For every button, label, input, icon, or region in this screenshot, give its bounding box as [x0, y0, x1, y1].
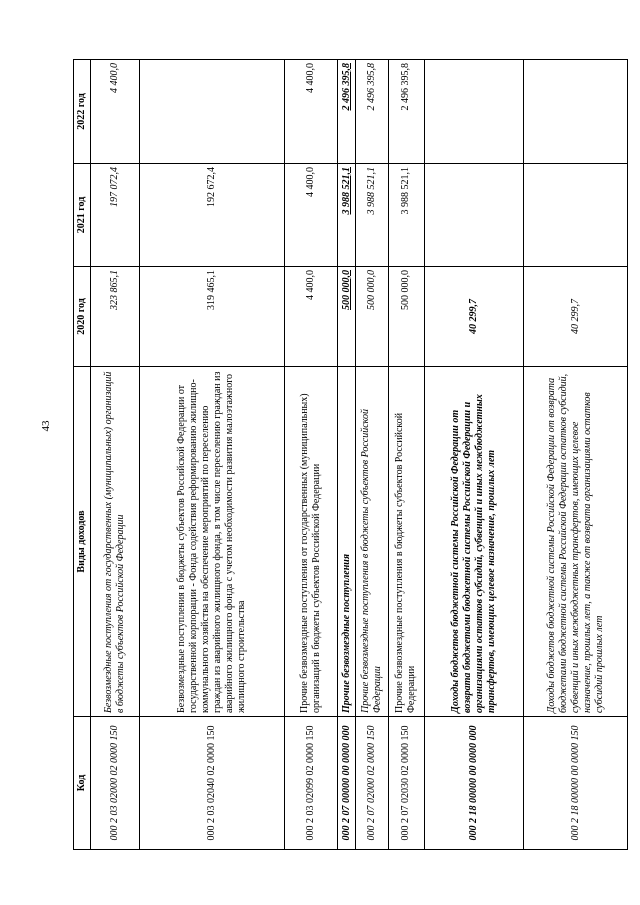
cell-2022 [139, 60, 285, 164]
cell-code: 000 2 07 02000 02 0000 150 [356, 717, 389, 850]
cell-2022: 4 400,0 [285, 60, 338, 164]
cell-2021: 4 400,0 [285, 164, 338, 267]
table-row [424, 60, 523, 850]
cell-2021: 3 988 521,1 [356, 164, 389, 267]
cell-2022 [524, 60, 628, 164]
cell-2020: 500 000,0 [338, 267, 356, 367]
cell-name: Безвозмездные поступления в бюджеты субъектов Российской Федерации от государственной корпорации - Фонда содействия реформированию жилищно-коммунального хозяйства на обеспечение мероприятий по переселению граждан из аварийного жилищного фонда, в том числе переселению граждан из аварийного жилищного фонда с учетом необходимости развития малоэтажного жилищного строительства [139, 367, 285, 717]
cell-2022: 2 496 395,8 [338, 60, 356, 164]
table-row [139, 60, 285, 850]
revenue-table [73, 59, 628, 850]
header-2020: 2020 год [74, 267, 91, 367]
cell-name: Безвозмездные поступления от государственных (муниципальных) организаций в бюджеты субъектов Российской Федерации [91, 367, 140, 717]
header-2021: 2021 год [74, 164, 91, 267]
cell-name: Прочие безвозмездные поступления от государственных (муниципальных) организаций в бюджеты субъектов Российской Федерации [285, 367, 338, 717]
cell-2021: 3 988 521,1 [338, 164, 356, 267]
cell-name: Доходы бюджетов бюджетной системы Российской Федерации от возврата бюджетами бюджетной системы Российской Федерации и организациями остатков субсидий, субвенций и иных межбюджетных трансфертов, имеющих целевое назначение, прошлых лет [424, 367, 523, 717]
cell-code: 000 2 03 02099 02 0000 150 [285, 717, 338, 850]
cell-2022 [424, 60, 523, 164]
cell-2021 [524, 164, 628, 267]
cell-2020: 40 299,7 [524, 267, 628, 367]
cell-code: 000 2 03 02000 02 0000 150 [91, 717, 140, 850]
cell-code: 000 2 03 02040 02 0000 150 [139, 717, 285, 850]
table-row [356, 60, 389, 850]
cell-2020: 500 000,0 [389, 267, 424, 367]
cell-name: Прочие безвозмездные поступления [338, 367, 356, 717]
cell-2022: 2 496 395,8 [356, 60, 389, 164]
cell-name: Доходы бюджетов бюджетной системы Российской Федерации от возврата бюджетами бюджетной системы Российской Федерации остатков субсидий, субвенций и иных межбюджетных трансфертов, имеющих целевое назначение, прошлых лет, а также от возврата организациями остатков субсидий прошлых лет [524, 367, 628, 717]
cell-code: 000 2 07 02030 02 0000 150 [389, 717, 424, 850]
cell-2020: 40 299,7 [424, 267, 523, 367]
cell-2020: 319 465,1 [139, 267, 285, 367]
cell-2020: 323 865,1 [91, 267, 140, 367]
table-row [524, 60, 628, 850]
table-header-row [74, 60, 91, 850]
cell-2022: 2 496 395,8 [389, 60, 424, 164]
cell-2020: 4 400,0 [285, 267, 338, 367]
cell-2020: 500 000,0 [356, 267, 389, 367]
rotated-table-container [73, 60, 628, 850]
cell-2022: 4 400,0 [91, 60, 140, 164]
table-row [91, 60, 140, 850]
table-row [389, 60, 424, 850]
cell-code: 000 2 07 00000 00 0000 000 [338, 717, 356, 850]
cell-2021: 197 072,4 [91, 164, 140, 267]
cell-2021: 192 672,4 [139, 164, 285, 267]
table-row [338, 60, 356, 850]
header-code: Код [74, 717, 91, 850]
cell-2021 [424, 164, 523, 267]
cell-code: 000 2 18 00000 00 0000 150 [524, 717, 628, 850]
table-row [285, 60, 338, 850]
page-number: 43 [40, 420, 52, 432]
header-income-type: Виды доходов [74, 367, 91, 717]
header-2022: 2022 год [74, 60, 91, 164]
cell-name: Прочие безвозмездные поступления в бюджеты субъектов Российской Федерации [356, 367, 389, 717]
cell-name: Прочие безвозмездные поступления в бюджеты субъектов Российской Федерации [389, 367, 424, 717]
cell-2021: 3 988 521,1 [389, 164, 424, 267]
cell-code: 000 2 18 00000 00 0000 000 [424, 717, 523, 850]
